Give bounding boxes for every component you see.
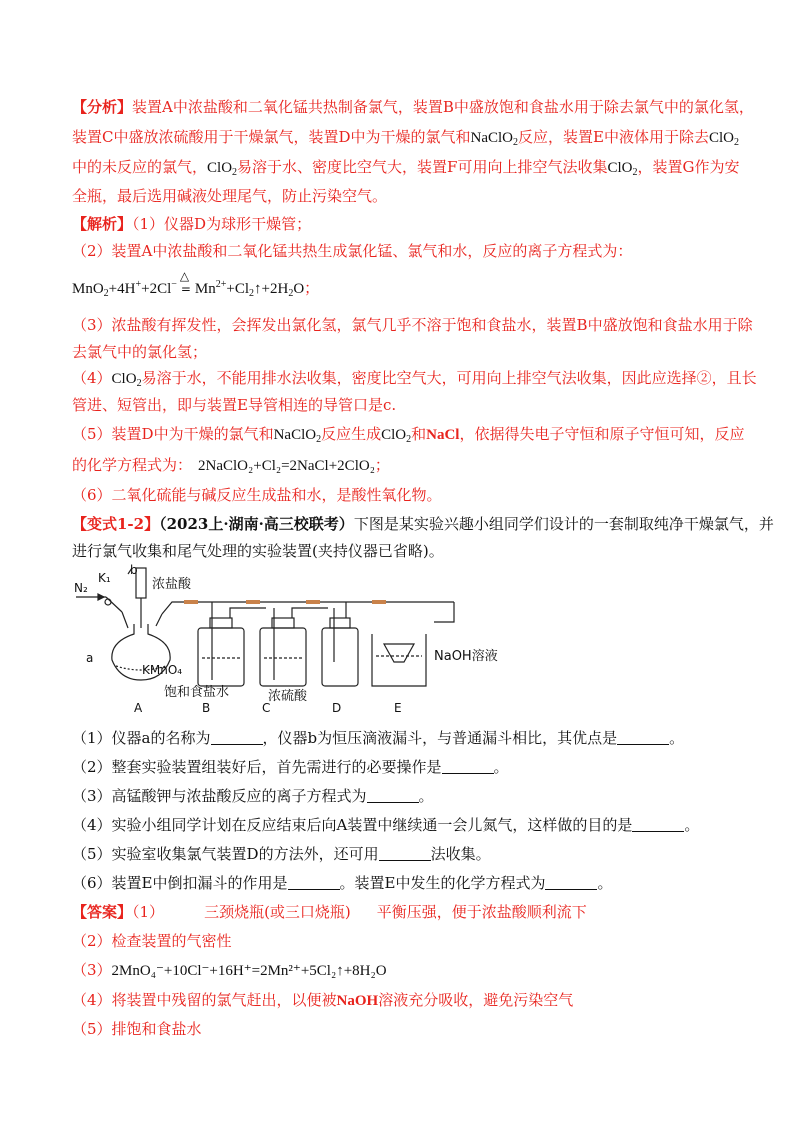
question-6 [72, 872, 732, 894]
formula-sub: 2 [632, 167, 638, 178]
q6-text-b: 。装置E中发生的化学方程式为 [339, 874, 546, 892]
answer-1-flask: 三颈烧瓶(或三口烧瓶) [204, 903, 351, 921]
answer-blank[interactable] [288, 875, 340, 890]
label-kmno4: KMnO₄ [142, 663, 183, 677]
bottle-d [322, 628, 358, 686]
question-2 [72, 756, 732, 778]
label-b: b [130, 563, 138, 577]
eq1-sub: 2 [288, 288, 294, 299]
formula-clo2 [381, 427, 411, 443]
label-conc-hcl: 浓盐酸 [152, 577, 192, 592]
connector-2 [246, 600, 260, 604]
connector-1 [184, 600, 198, 604]
flask-side-neck-right [156, 614, 162, 626]
analysis-line-1 [72, 96, 754, 118]
variant-line-2 [72, 540, 732, 562]
formula-sub: 2 [232, 167, 238, 178]
q4-text-b: 。 [684, 816, 700, 834]
bottle-b [198, 628, 244, 686]
label-C: C [262, 701, 271, 715]
beaker-e [372, 634, 426, 686]
explanation-line-5b [72, 454, 732, 477]
q6-text-c: 。 [597, 874, 613, 892]
answer-1-advantage: 平衡压强，便于浓盐酸顺利流下 [376, 903, 587, 921]
explanation-p2: （2）装置A中浓盐酸和二氧化锰共热生成氯化锰、氯气和水，反应的离子方程式为： [72, 242, 633, 260]
variant-text-1: 下图是某实验兴趣小组同学们设计的一套制取纯净干燥氯气，并 [353, 515, 774, 533]
explanation-nacl: NaCl [426, 427, 460, 443]
eq1-mno: MnO [72, 281, 104, 297]
explanation-p5a1: （5）装置D中为干燥的氯气和 [72, 425, 274, 443]
bottle-b-short-tube [230, 608, 266, 618]
label-naoh: NaOH溶液 [434, 649, 498, 664]
answer-4-naoh: NaOH [336, 993, 379, 1009]
explanation-tag: 【解析】 [72, 215, 133, 233]
q3-text-a: （3）高锰酸钾与浓盐酸反应的离子方程式为 [72, 787, 367, 805]
k1-valve [105, 599, 111, 605]
analysis-line-4 [72, 185, 732, 207]
analysis-text-2a: 装置C中盛放浓硫酸用于干燥氯气，装置D中为干燥的氯气和 [72, 128, 471, 146]
explanation-p5b2: ； [374, 456, 390, 474]
bottle-c-short-tube [292, 608, 328, 618]
q1-text-a: （1）仪器a的名称为 [72, 729, 211, 747]
explanation-line-3b [72, 341, 732, 363]
formula-naclo2-main: NaClO [470, 130, 514, 146]
explanation-p1: （1）仪器D为球形干燥管； [132, 215, 312, 233]
formula-clo2-main: ClO [111, 371, 137, 387]
explanation-p5b1: 的化学方程式为： [72, 456, 193, 474]
q3-text-b: 。 [418, 787, 434, 805]
label-k1: K₁ [98, 571, 111, 585]
heat-symbol: △ [179, 269, 190, 283]
answer-tag: 【答案】 [72, 903, 133, 921]
variant-source: （2023上·湖南·高三校联考） [159, 515, 354, 533]
formula-clo2-main: ClO [607, 160, 633, 176]
analysis-text-3a: 中的未反应的氯气， [72, 158, 208, 176]
equation-3: 2MnO₄⁻+10Cl⁻+16H⁺=2Mn²⁺+5Cl₂↑+8H₂O [111, 963, 387, 979]
answer-blank[interactable] [632, 817, 684, 832]
explanation-p3a: （3）浓盐酸有挥发性，会挥发出氯化氢，氯气几乎不溶于饱和食盐水，装置B中盛放饱和食盐水用于除 [72, 316, 753, 334]
equation-1: MnO$_2$+4H++2Cl− △ = $Mn^{2+}+Cl_2↑+2H_2O$； [72, 274, 732, 305]
formula-sub: 2 [733, 137, 739, 148]
answer-3 [72, 959, 732, 982]
eq1-cl: +2Cl [141, 281, 172, 297]
formula-naclo2-main: NaClO [273, 427, 317, 443]
analysis-text-2b: 反应，装置E中液体用于除去 [518, 128, 709, 146]
formula-sub: 2 [406, 434, 412, 445]
explanation-line-6 [72, 484, 732, 506]
formula-clo2-main: ClO [708, 130, 734, 146]
answer-1 [72, 901, 732, 923]
variant-line-1 [72, 513, 774, 535]
q5-text-a: （5）实验室收集氯气装置D的方法外，还可用 [72, 845, 379, 863]
answer-1-num: （1） [132, 903, 165, 921]
apparatus-figure [72, 562, 572, 722]
outlet-tube [434, 602, 454, 622]
inverted-funnel [384, 644, 414, 662]
connector-3 [306, 600, 320, 604]
explanation-p3b: 去氯气中的氯化氢； [72, 343, 208, 361]
answer-blank[interactable] [367, 788, 419, 803]
label-E: E [394, 701, 402, 715]
eq1-sub: 2 [249, 288, 255, 299]
q2-text-b: 。 [493, 758, 509, 776]
label-conc-h2so4: 浓硫酸 [268, 689, 308, 704]
figure-labels [74, 563, 498, 715]
analysis-text-4: 全瓶，最后选用碱液处理尾气，防止污染空气。 [72, 187, 388, 205]
answer-2-text: （2）检查装置的气密性 [72, 932, 232, 950]
question-5 [72, 843, 732, 865]
formula-clo2 [112, 371, 142, 387]
answer-4-text-a: （4）将装置中残留的氯气赶出，以便被 [72, 991, 337, 1009]
analysis-text-1: 装置A中浓盐酸和二氧化锰共热制备氯气，装置B中盛放饱和食盐水用于除去氯气中的氯化氢， [132, 98, 754, 116]
n2-arrow [98, 594, 104, 600]
q2-text-a: （2）整套实验装置组装好后，首先需进行的必要操作是 [72, 758, 442, 776]
answer-4 [72, 989, 732, 1012]
formula-clo2 [207, 160, 237, 176]
answer-blank[interactable] [617, 730, 669, 745]
answer-blank[interactable] [211, 730, 263, 745]
answer-5 [72, 1018, 732, 1040]
answer-5-text: （5）排饱和食盐水 [72, 1020, 202, 1038]
explanation-p6: （6）二氧化硫能与碱反应生成盐和水，是酸性氧化物。 [72, 486, 442, 504]
label-n2: N₂ [74, 581, 88, 595]
question-4 [72, 814, 732, 836]
label-B: B [202, 701, 211, 715]
connector-4 [372, 600, 386, 604]
eq1-up-arrow: ↑ [254, 281, 262, 297]
eq1-cl2: +Cl [226, 281, 250, 297]
explanation-line-4a [72, 367, 757, 395]
bottle-c-stopper [272, 618, 294, 628]
analysis-line-3 [72, 156, 740, 184]
explanation-line-2 [72, 240, 732, 262]
formula-clo2 [607, 160, 637, 176]
explanation-p4a1: （4） [72, 369, 112, 387]
question-1 [72, 727, 732, 749]
eq1-o: O [293, 281, 305, 297]
q5-text-b: 法收集。 [430, 845, 491, 863]
explanation-p5a2: 反应生成 [321, 425, 382, 443]
explanation-p4a2: 易溶于水，不能用排水法收集，密度比空气大，可用向上排空气法收集，因此应选择②，且长 [141, 369, 757, 387]
variant-text-2: 进行氯气收集和尾气处理的实验装置(夹持仪器已省略)。 [72, 542, 444, 560]
eq1-h2o: +2H [261, 281, 289, 297]
analysis-line-2 [72, 126, 739, 154]
formula-clo2 [709, 130, 739, 146]
answer-4-text-c: 溶液充分吸收，避免污染空气 [378, 991, 574, 1009]
bottle-d-stopper [330, 618, 350, 628]
label-a: a [86, 651, 94, 665]
q4-text-a: （4）实验小组同学计划在反应结束后向A装置中继续通一会儿氮气，这样做的目的是 [72, 816, 633, 834]
explanation-line-3a [72, 314, 753, 336]
formula-sub: 2 [513, 137, 519, 148]
explanation-p4b: 管进、短管出，即与装置E导管相连的导管口是c. [72, 396, 397, 414]
label-A: A [134, 701, 143, 715]
answer-blank[interactable] [545, 875, 597, 890]
eq1-h: +4H [108, 281, 136, 297]
q6-text-a: （6）装置E中倒扣漏斗的作用是 [72, 874, 288, 892]
q1-text-c: 。 [669, 729, 685, 747]
label-sat-nacl: 饱和食盐水 [164, 685, 230, 700]
equation-2: 2NaClO₂+Cl₂=2NaCl+2ClO₂ [198, 458, 375, 474]
explanation-line-1 [72, 213, 732, 235]
q1-text-b: ，仪器b为恒压滴液漏斗，与普通漏斗相比，其优点是 [262, 729, 618, 747]
explanation-p5a5: ，依据得失电子守恒和原子守恒可知，反应 [459, 425, 745, 443]
formula-naclo2 [471, 130, 519, 146]
answer-3-num: （3） [72, 961, 112, 979]
bottle-c [260, 628, 306, 686]
flask-side-neck-left [122, 612, 128, 628]
eq1-end: ； [304, 279, 320, 297]
formula-sub: 2 [316, 434, 322, 445]
analysis-tag: 【分析】 [72, 98, 133, 116]
answer-blank[interactable] [442, 759, 494, 774]
eq1-mn: Mn [194, 281, 216, 297]
explanation-p5a3: 和 [411, 425, 427, 443]
variant-tag: 【变式1-2】 [72, 515, 160, 533]
analysis-text-3b: 易溶于水、密度比空气大，装置F可用向上排空气法收集 [237, 158, 608, 176]
bottle-b-stopper [210, 618, 232, 628]
question-3 [72, 785, 732, 807]
formula-clo2-main: ClO [381, 427, 407, 443]
formula-clo2-main: ClO [207, 160, 233, 176]
label-D: D [332, 701, 342, 715]
eq1-sub: 2 [103, 288, 109, 299]
analysis-text-3c: ，装置G作为安 [637, 158, 740, 176]
answer-blank[interactable] [379, 846, 431, 861]
explanation-line-5a [72, 423, 745, 451]
eq1-heat-arrow: △ = [177, 277, 195, 300]
formula-sub: 2 [136, 378, 142, 389]
explanation-line-4b [72, 394, 732, 416]
answer-2 [72, 930, 732, 952]
formula-naclo2 [274, 427, 322, 443]
